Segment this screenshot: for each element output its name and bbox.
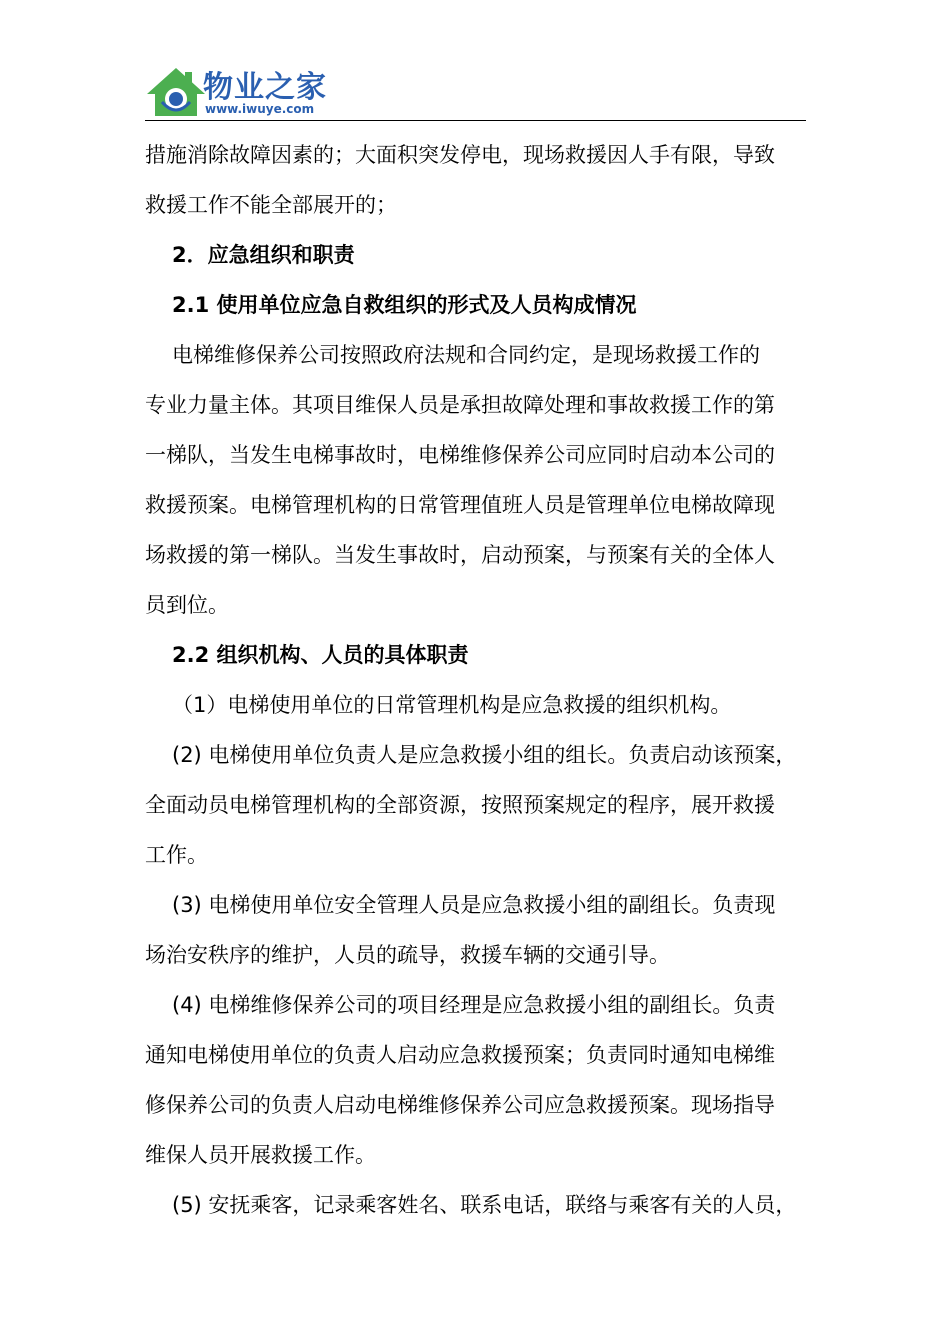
paragraph-line: 工作。 (145, 843, 208, 867)
section-heading: 2.1 使用单位应急自救组织的形式及人员构成情况 (172, 293, 637, 317)
header-divider (145, 120, 806, 121)
paragraph-line: 一梯队，当发生电梯事故时，电梯维修保养公司应同时启动本公司的 (145, 443, 775, 467)
paragraph-line: 修保养公司的负责人启动电梯维修保养公司应急救援预案。现场指导 (145, 1093, 775, 1117)
paragraph-line: 场救援的第一梯队。当发生事故时，启动预案，与预案有关的全体人 (145, 543, 775, 567)
paragraph-line: 电梯维修保养公司按照政府法规和合同约定，是现场救援工作的 (172, 343, 760, 367)
paragraph-line: 措施消除故障因素的；大面积突发停电，现场救援因人手有限，导致 (145, 143, 775, 167)
logo-url: www.iwuye.com (205, 102, 315, 116)
logo-text: 物业之家 (203, 70, 327, 105)
paragraph-line: 救援预案。电梯管理机构的日常管理值班人员是管理单位电梯故障现 (145, 493, 775, 517)
document-body (145, 130, 810, 1230)
paragraph-line: 专业力量主体。其项目维保人员是承担故障处理和事故救援工作的第 (145, 393, 775, 417)
section-heading: 2．应急组织和职责 (172, 243, 355, 267)
paragraph-line: 场治安秩序的维护，人员的疏导，救援车辆的交通引导。 (145, 943, 670, 967)
section-heading: 2.2 组织机构、人员的具体职责 (172, 643, 469, 667)
paragraph-line: 救援工作不能全部展开的； (145, 193, 397, 217)
paragraph-line: 员到位。 (145, 593, 229, 617)
paragraph-line: (2) 电梯使用单位负责人是应急救援小组的组长。负责启动该预案， (172, 743, 797, 767)
paragraph-line: 全面动员电梯管理机构的全部资源，按照预案规定的程序，展开救援 (145, 793, 775, 817)
paragraph-line: 维保人员开展救援工作。 (145, 1143, 376, 1167)
paragraph-line: (5) 安抚乘客，记录乘客姓名、联系电话，联络与乘客有关的人员， (172, 1193, 797, 1217)
house-logo-icon (145, 66, 207, 118)
paragraph-line: (4) 电梯维修保养公司的项目经理是应急救援小组的副组长。负责 (172, 993, 776, 1017)
paragraph-line: （1）电梯使用单位的日常管理机构是应急救援的组织机构。 (172, 693, 732, 717)
page-header (145, 62, 806, 122)
paragraph-line: 通知电梯使用单位的负责人启动应急救援预案；负责同时通知电梯维 (145, 1043, 775, 1067)
paragraph-line: (3) 电梯使用单位安全管理人员是应急救援小组的副组长。负责现 (172, 893, 776, 917)
